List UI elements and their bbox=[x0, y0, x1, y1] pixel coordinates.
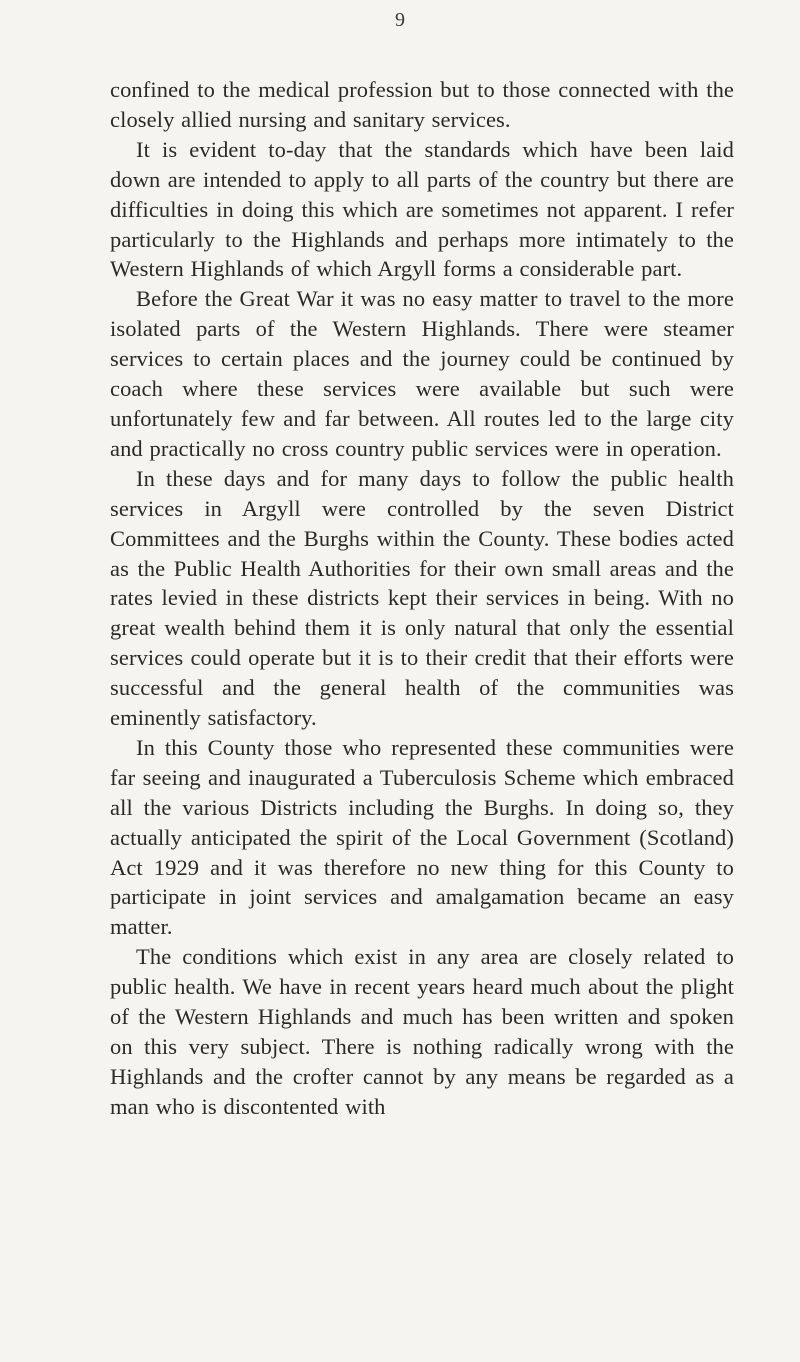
page-number: 9 bbox=[395, 9, 405, 31]
paragraph-district-committees: In these days and for many days to follow the public health services in Argyll were controlled by the seven District Committees and the Burghs within the County. These bodies acted as the Public Health Authorities for their own small areas and the rates levied in these districts kept their services in being. With no great wealth behind them it is only natural that only the essential services could operate but it is to their credit that their efforts were successful and the general health of the communities was eminently satisfactory. bbox=[110, 465, 734, 731]
paragraph-continuation: confined to the medical profession but to those connected with the closely allied nursing and sanitary services. bbox=[110, 77, 734, 132]
paragraph-conditions: The conditions which exist in any area are closely related to public health. We have in recent years heard much about the plight of the Western Highlands and much has been written and spoken on this very subject. There is nothing radically wrong with the Highlands and the crofter cannot by any means be regarded as a man who is discontented with bbox=[110, 944, 734, 1119]
paragraph-tuberculosis-scheme: In this County those who represented these communities were far seeing and inaugurated a Tuberculosis Scheme which embraced all the various Districts including the Burghs. In doing so, they actually anticipated the spirit of the Local Government (Scotland) Act 1929 and it was therefore no new thing for this County to participate in joint services and amalgamation became an easy matter. bbox=[110, 734, 734, 940]
body-text bbox=[110, 75, 734, 1122]
paragraph-great-war: Before the Great War it was no easy matter to travel to the more isolated parts of the Western Highlands. There were steamer services to certain places and the journey could be continued by coach where these services were available but such were unfortunately few and far between. All routes led to the large city and practically no cross country public services were in operation. bbox=[110, 286, 734, 461]
paragraph-standards: It is evident to-day that the standards which have been laid down are intended to apply to all parts of the country but there are difficulties in doing this which are sometimes not apparent. I refer particularly to the Highlands and perhaps more intimately to the Western Highlands of which Argyll forms a considerable part. bbox=[110, 136, 734, 282]
